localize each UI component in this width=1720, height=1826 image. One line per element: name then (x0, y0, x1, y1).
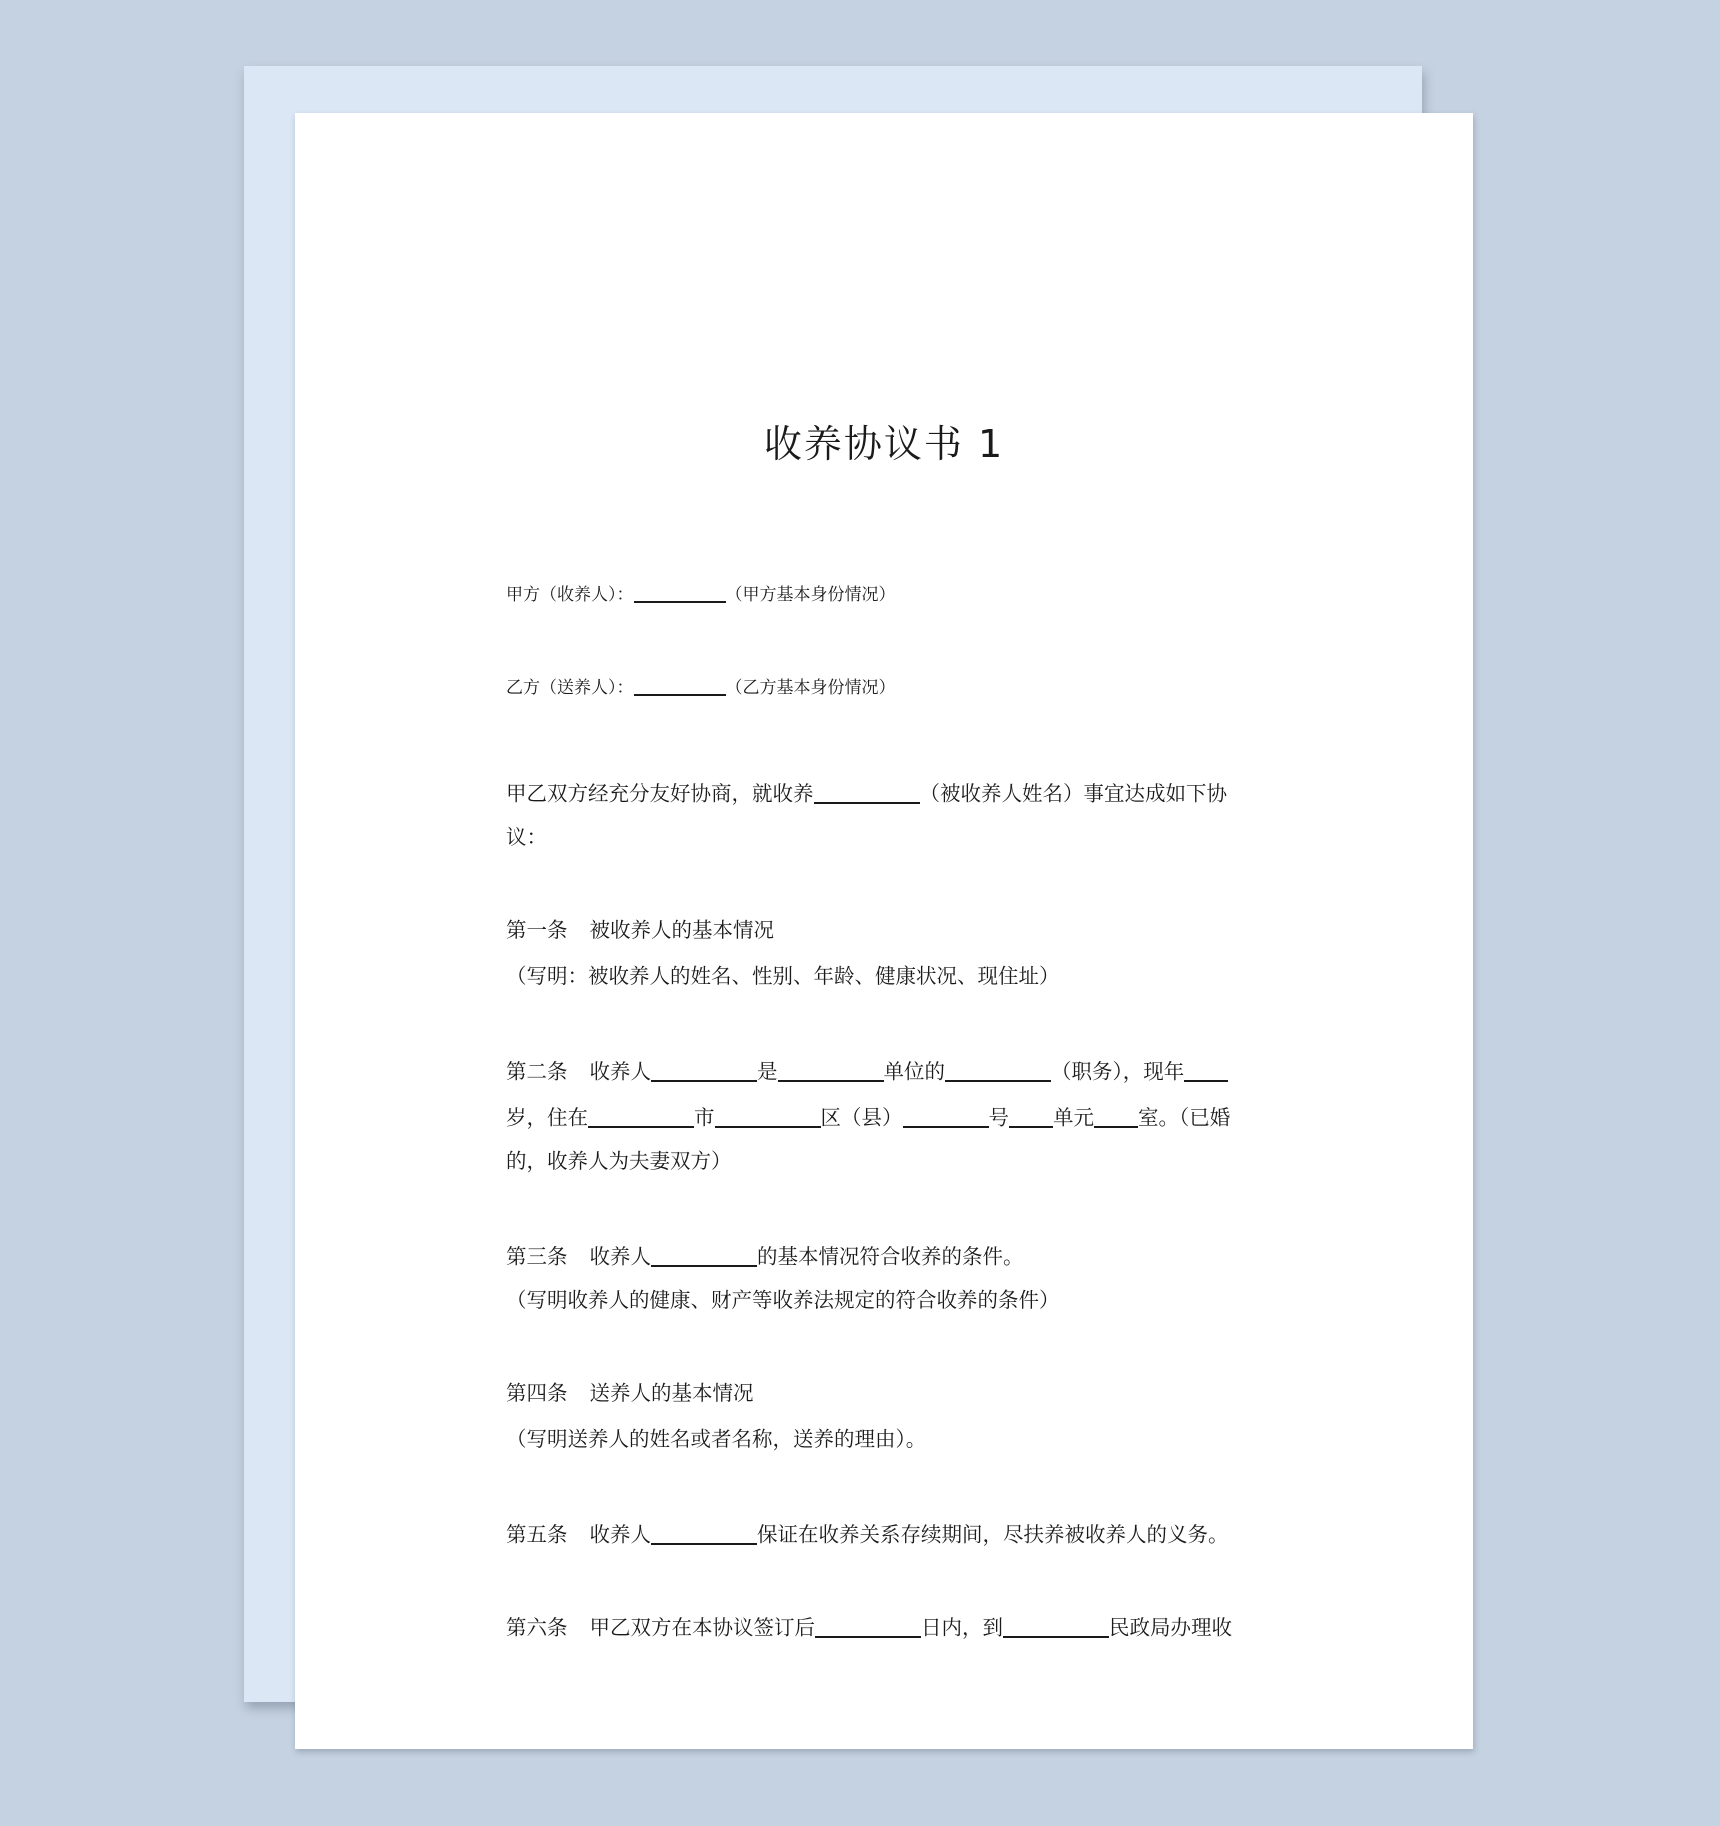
position-blank (945, 1059, 1051, 1082)
article-4-heading (506, 1383, 754, 1404)
document-page (295, 113, 1473, 1749)
number-blank (903, 1105, 989, 1128)
article-5-label: 第五条 (506, 1522, 568, 1547)
article-3-heading (506, 1244, 1024, 1267)
unit-blank (1009, 1105, 1053, 1128)
article-2-line-2-seg-6: 室。（已婚 (1138, 1105, 1231, 1130)
party-b-line (506, 677, 896, 697)
party-a-prefix: 甲方（收养人）： (506, 585, 634, 605)
article-2-line-2 (506, 1105, 1230, 1128)
article-5-adopter-blank (651, 1522, 757, 1545)
party-b-blank (634, 677, 726, 696)
article-3-adopter-blank (651, 1244, 757, 1267)
article-2-seg-2: 是 (757, 1059, 778, 1084)
article-2-line-2-seg-1: 岁，住在 (506, 1105, 588, 1130)
article-2-line-2-seg-3: 区（县） (820, 1105, 903, 1130)
document-title: 收养协议书 1 (763, 422, 1005, 466)
adopter-name-blank (651, 1059, 757, 1082)
article-3-seg-2: 的基本情况符合收养的条件。 (757, 1244, 1024, 1269)
article-5-seg-2: 保证在收养关系存续期间，尽扶养被收养人的义务。 (757, 1522, 1229, 1547)
article-2-seg-3: 单位的 (883, 1059, 945, 1084)
article-2-line-3: 的，收养人为夫妻双方） (506, 1149, 732, 1173)
article-2-line-2-seg-2: 市 (694, 1105, 715, 1130)
article-6-seg-3: 民政局办理收 (1109, 1615, 1232, 1640)
article-1-heading (506, 920, 774, 941)
intro-suffix: （被收养人姓名）事宜达成如下协 (919, 781, 1227, 806)
days-blank (815, 1615, 921, 1638)
party-b-suffix: （乙方基本身份情况） (725, 678, 896, 698)
age-blank (1184, 1059, 1228, 1082)
article-3-seg-1: 收养人 (589, 1244, 651, 1269)
intro-prefix: 甲乙双方经充分友好协商，就收养 (506, 781, 814, 806)
article-2-line-2-seg-5: 单元 (1053, 1105, 1094, 1130)
party-a-line (506, 584, 896, 604)
article-1-label: 第一条 (506, 918, 568, 942)
article-2-label: 第二条 (506, 1059, 568, 1084)
article-6-seg-2: 日内，到 (921, 1615, 1003, 1640)
intro-line-2: 议： (506, 825, 547, 849)
article-2-seg-4: （职务），现年 (1051, 1059, 1185, 1084)
intro-line-1 (506, 781, 1227, 804)
adoptee-name-blank (814, 781, 920, 804)
article-5-line (506, 1522, 1229, 1545)
article-1-text: 被收养人的基本情况 (589, 918, 774, 942)
civil-affairs-blank (1003, 1615, 1109, 1638)
party-a-suffix: （甲方基本身份情况） (725, 585, 896, 605)
article-3-note: （写明收养人的健康、财产等收养法规定的符合收养的条件） (506, 1288, 1060, 1312)
article-2-seg-1: 收养人 (589, 1059, 651, 1084)
employer-blank (778, 1059, 884, 1082)
article-6-line (506, 1615, 1232, 1638)
article-2-line-2-seg-4: 号 (988, 1105, 1009, 1130)
district-blank (715, 1105, 821, 1128)
article-4-note: （写明送养人的姓名或者名称，送养的理由）。 (506, 1427, 927, 1451)
article-2-line-1 (506, 1059, 1228, 1082)
room-blank (1094, 1105, 1138, 1128)
article-3-label: 第三条 (506, 1244, 568, 1269)
party-b-prefix: 乙方（送养人）： (506, 678, 634, 698)
article-1-note: （写明：被收养人的姓名、性别、年龄、健康状况、现住址） (506, 964, 1060, 988)
article-6-seg-1: 甲乙双方在本协议签订后 (589, 1615, 815, 1640)
article-6-label: 第六条 (506, 1615, 568, 1640)
article-4-text: 送养人的基本情况 (589, 1381, 754, 1405)
article-5-seg-1: 收养人 (589, 1522, 651, 1547)
party-a-blank (634, 584, 726, 603)
article-4-label: 第四条 (506, 1381, 568, 1405)
city-blank (588, 1105, 694, 1128)
